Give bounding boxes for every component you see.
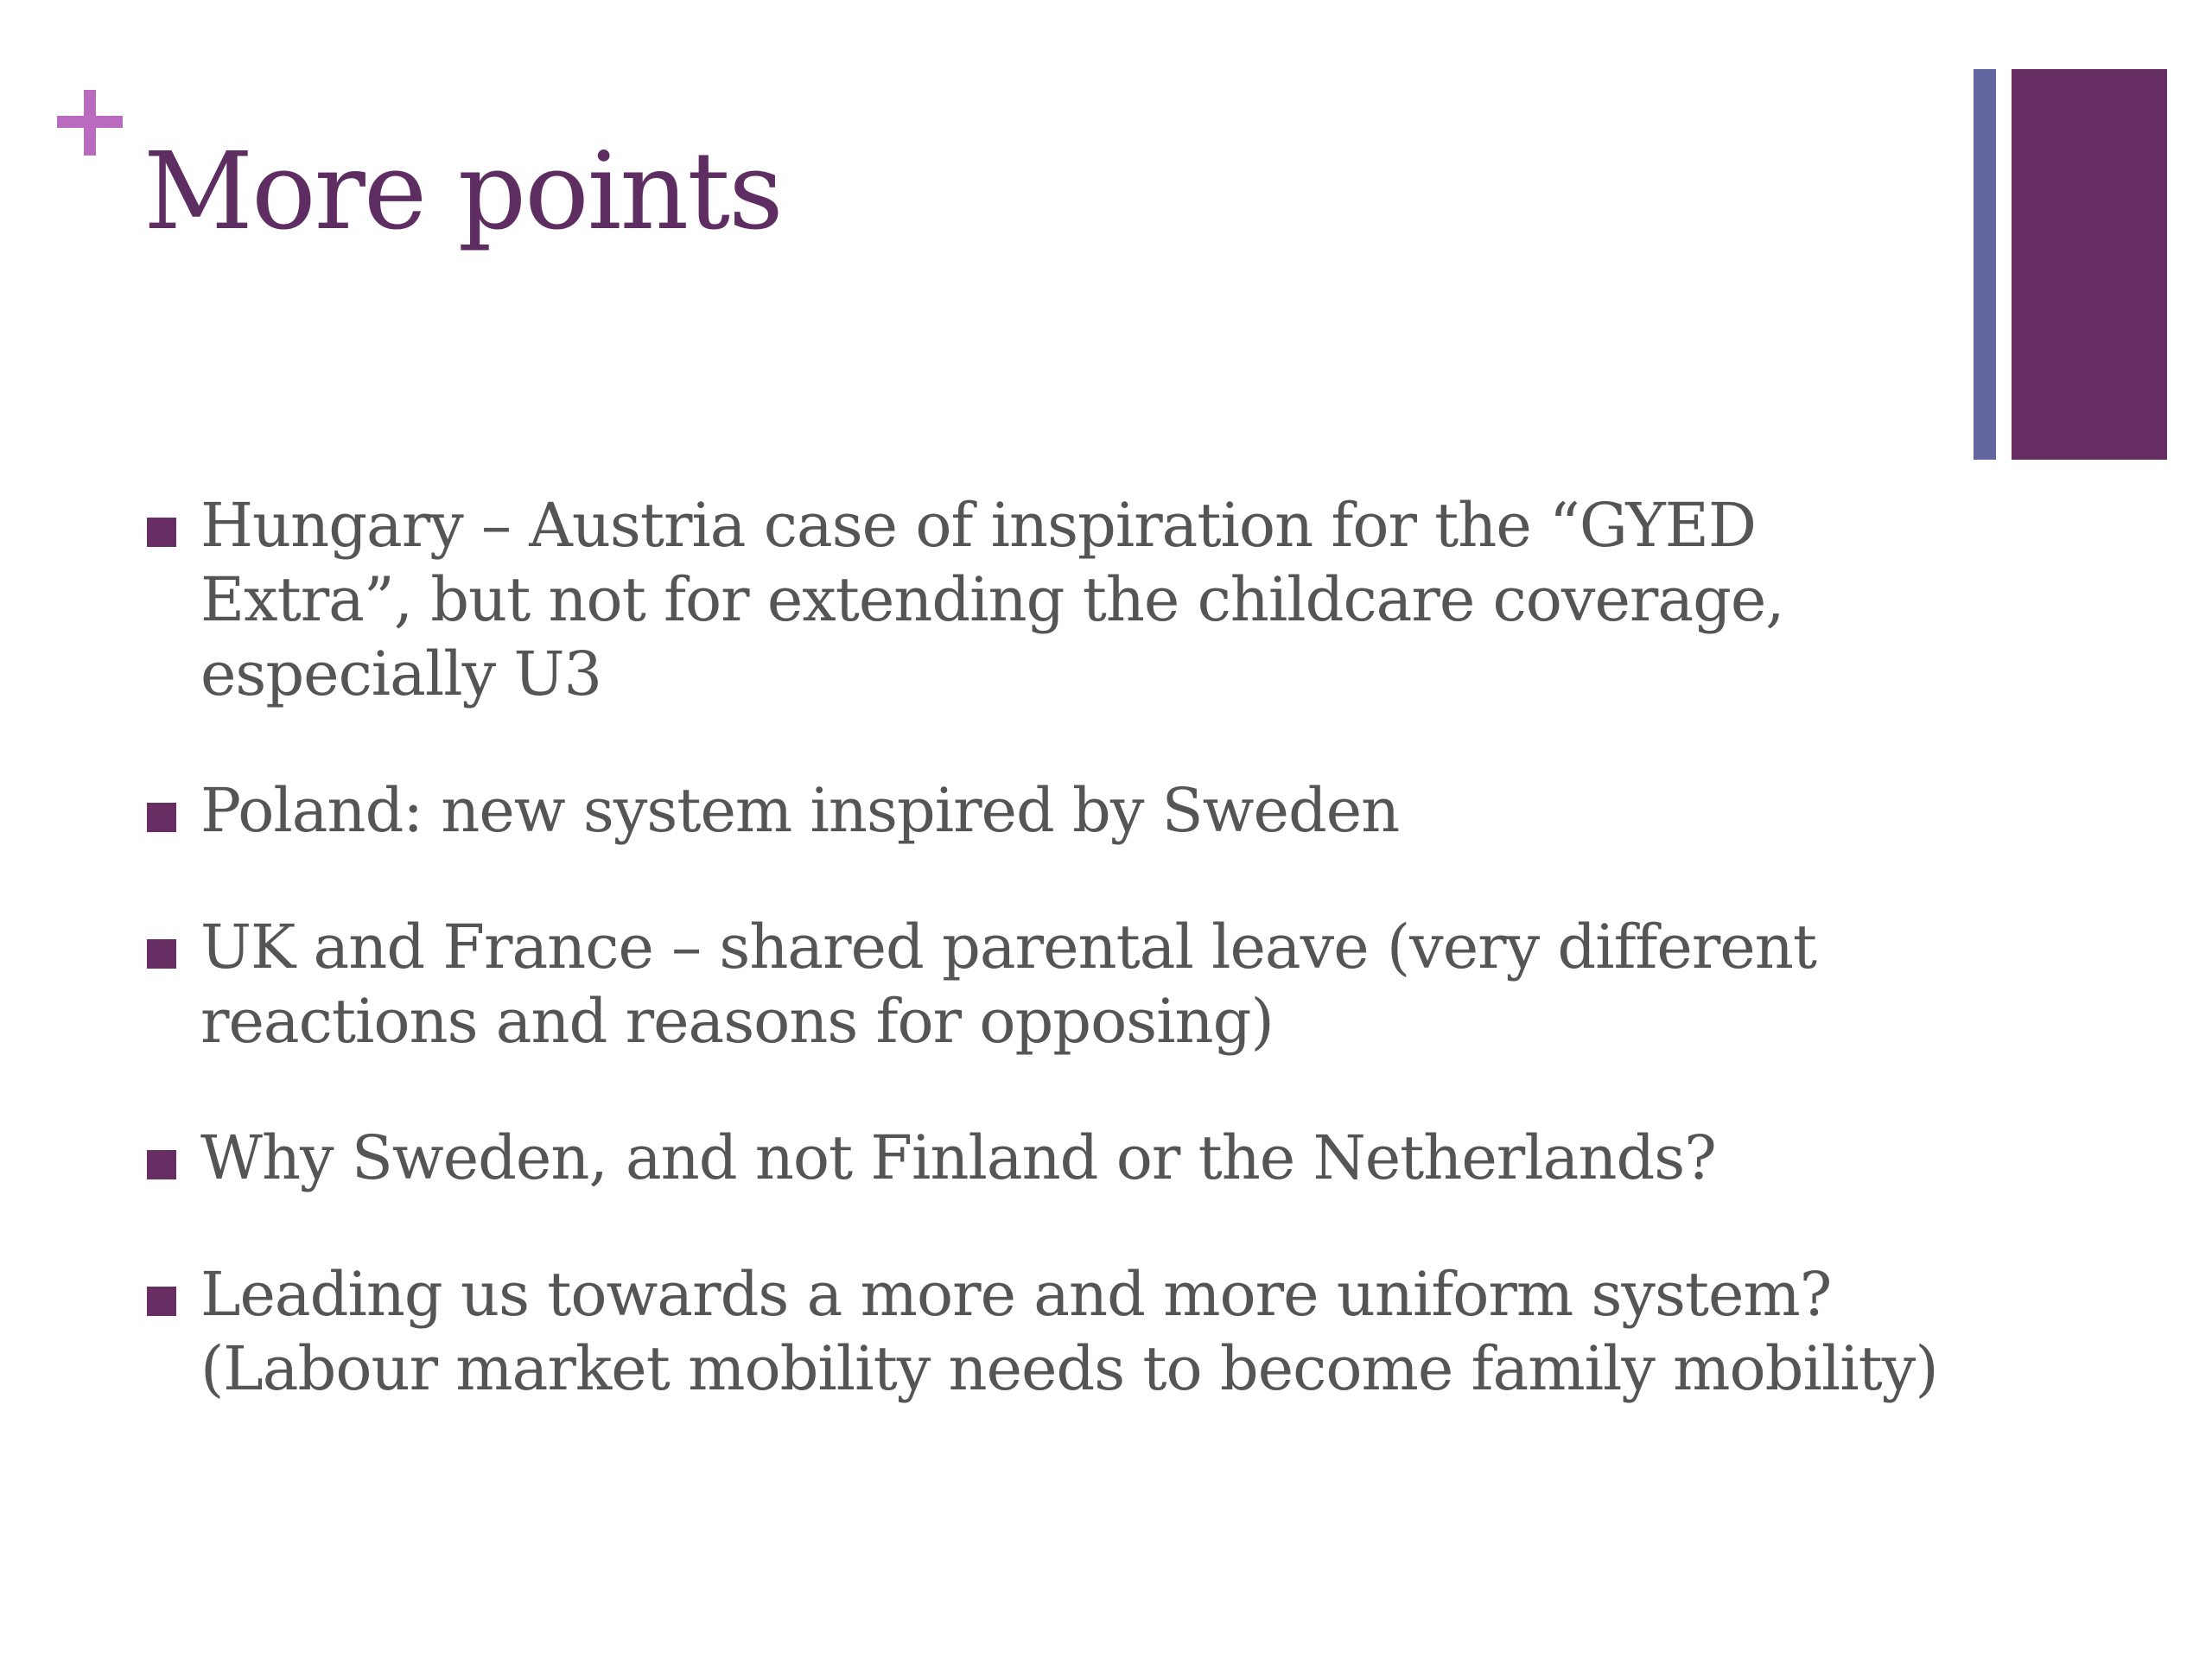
square-bullet-icon — [147, 1287, 176, 1316]
list-item — [147, 488, 1944, 711]
list-item — [147, 1257, 1944, 1406]
bullet-list — [147, 488, 1944, 1468]
bullet-text: UK and France – shared parental leave (very different reactions and reasons for opposing) — [200, 912, 1816, 1057]
slide-title: More points — [143, 130, 782, 254]
plus-icon — [57, 90, 123, 156]
square-bullet-icon — [147, 1150, 176, 1179]
bullet-text: Why Sweden, and not Finland or the Netherlands? — [200, 1122, 1716, 1193]
bullet-text: Hungary – Austria case of inspiration for the “GYED Extra”, but not for extending the childcare coverage, especially U3 — [200, 490, 1784, 709]
accent-bar-thick — [2012, 69, 2167, 460]
bullet-text: Leading us towards a more and more uniform system? (Labour market mobility needs to become family mobility) — [200, 1259, 1938, 1404]
bullet-text: Poland: new system inspired by Sweden — [200, 775, 1400, 846]
list-item — [147, 773, 1944, 848]
accent-bar-thin — [1974, 69, 1996, 460]
square-bullet-icon — [147, 939, 176, 969]
square-bullet-icon — [147, 803, 176, 832]
list-item — [147, 1121, 1944, 1195]
square-bullet-icon — [147, 518, 176, 547]
list-item — [147, 910, 1944, 1058]
